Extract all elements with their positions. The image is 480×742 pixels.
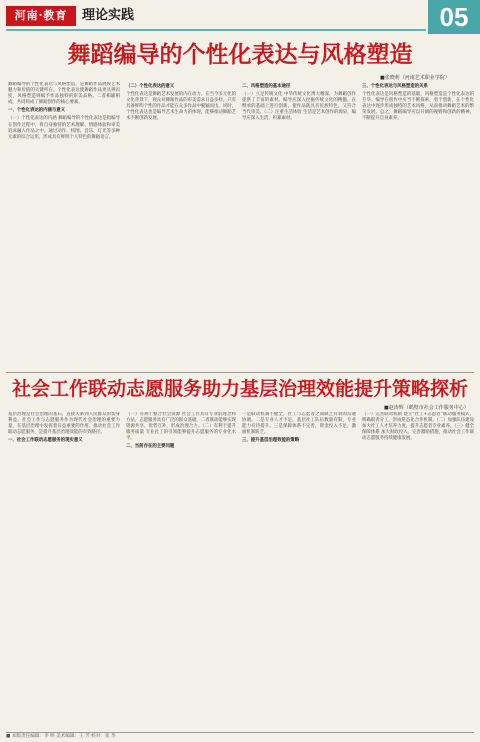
article1-column-1 — [8, 82, 120, 372]
article1-subheading: 三、个性化表达与风格塑造的关系 — [362, 84, 428, 89]
article1-paragraph: 个性化表达是舞蹈艺术发展的内在动力。在当今多元化的文化背景下，观众对舞蹈作品的审美需求日益多样，只有具备鲜明个性的作品才能在众多作品中脱颖而出。同时，个性化表达也是编导艺术生命力的体现，能够推动舞蹈艺术不断创新发展。 — [126, 92, 236, 122]
newspaper-logo: 河南·教育 — [6, 6, 76, 26]
article2-headline: 社会工作联动志愿服务助力基层治理效能提升策略探析 — [11, 378, 468, 400]
article1-headline: 舞蹈编导的个性化表达与风格塑造 — [67, 41, 413, 68]
article2-column-3 — [242, 412, 356, 730]
article2-subheading: 二、当前存在的主要问题 — [126, 444, 175, 450]
article1-subheading: 一、个性化表达的内涵与意义 — [8, 108, 66, 114]
article1-column-3 — [242, 82, 356, 372]
article2-subheading: 一、社会工作联动志愿服务的现实意义 — [8, 438, 83, 444]
article1-paragraph: 个性化表达是风格塑造的基础，风格塑造是个性化表达的升华。编导在创作中应当不断探索，勇于创新，在个性化表达中逐步形成独特的艺术风格，从而推动舞蹈艺术的繁荣发展。总之，舞蹈编导应以开阔的视野和创新的精神，不断提升自身素养。 — [362, 92, 474, 122]
article2-byline: ■赵涛辉（鹤壁市社会工作服务中心） — [384, 405, 469, 411]
page-header — [0, 0, 480, 36]
article1-column-2 — [126, 82, 236, 372]
article1-byline: ■张晓莉（河南艺术职业学院） — [380, 75, 450, 81]
page-footer: ■ 本版责任编辑：李 明 美术编辑：王 芳 校对：张 华 — [6, 732, 474, 741]
header-divider — [6, 29, 426, 31]
article2-column-2 — [126, 412, 236, 730]
section-title: 理论实践 — [82, 8, 135, 23]
article2-column-4 — [362, 412, 474, 730]
article1-paragraph: （一）立足传统文化 中华传统文化博大精深，为舞蹈创作提供了丰富的素材。编导应深入挖掘传统文化的精髓，在继承的基础上进行创新，使作品既具有民族特色，又符合当代审美。（二）注重生活体验 生活是艺术创作的源泉，编导应深入生活，积累素材。 — [242, 92, 356, 122]
page-number: 05 — [428, 0, 480, 34]
article2-paragraph: （一）完善联动机制 建立“社工+志愿者”联动服务模式，明确职责分工，形成常态化合作机制。（二）加强队伍建设 加大社工人才培养力度，提升志愿者专业素养。（三）健全保障体系 加大财政投入，完善激励措施，推动社会工作联动志愿服务持续健康发展。 — [362, 412, 474, 442]
article1-subheading: 二、风格塑造的基本途径 — [242, 84, 291, 89]
article-divider — [6, 372, 474, 373]
article2-paragraph: 一是联动机制不健全，社工与志愿者之间缺乏有效的沟通协调。二是专业人才不足，基层社工队伍数量有限，专业能力有待提升。三是保障体系不完善，资金投入不足，激励机制缺乏。 — [242, 412, 356, 436]
article2-column-1 — [8, 412, 120, 730]
article1-subheading: （二）个性化表达的意义 — [126, 84, 175, 89]
article2-subheading: 三、提升基层治理效能的策略 — [242, 438, 300, 444]
article2-paragraph: 基层治理是社会治理的基石，直接关系到人民群众的切身利益。社会工作与志愿服务作为现代社会治理的重要力量，在基层治理中发挥着日益重要的作用。推动社会工作联动志愿服务，是提升基层治理效能的有效路径。 — [8, 412, 120, 436]
article1-paragraph: 舞蹈编导的个性化表达与风格塑造，是舞蹈作品展现艺术魅力和价值的关键所在。个性化表达使舞蹈作品更具辨识度，风格塑造则赋予作品独特的审美品格。二者相辅相成，共同构成了舞蹈创作的核心要素。 — [8, 82, 120, 106]
article1-paragraph: （一）个性化表达的内涵 舞蹈编导的个性化表达是指编导在创作过程中，将自身独特的艺术理解、情感体验和审美追求融入作品之中，通过动作、构图、音乐、灯光等多种元素的综合运用，形成具有鲜明个人特色的舞蹈语言。 — [8, 116, 120, 140]
article2-paragraph: （一）有利于整合社会资源 社会工作具有专业的理念和方法，志愿服务具有广泛的群众基础，二者联动能够实现资源共享、优势互补，形成治理合力。（二）有利于提升服务质量 专业社工的引领能够提升志愿服务的专业化水平。 — [126, 412, 236, 442]
article1-column-4 — [362, 82, 474, 372]
